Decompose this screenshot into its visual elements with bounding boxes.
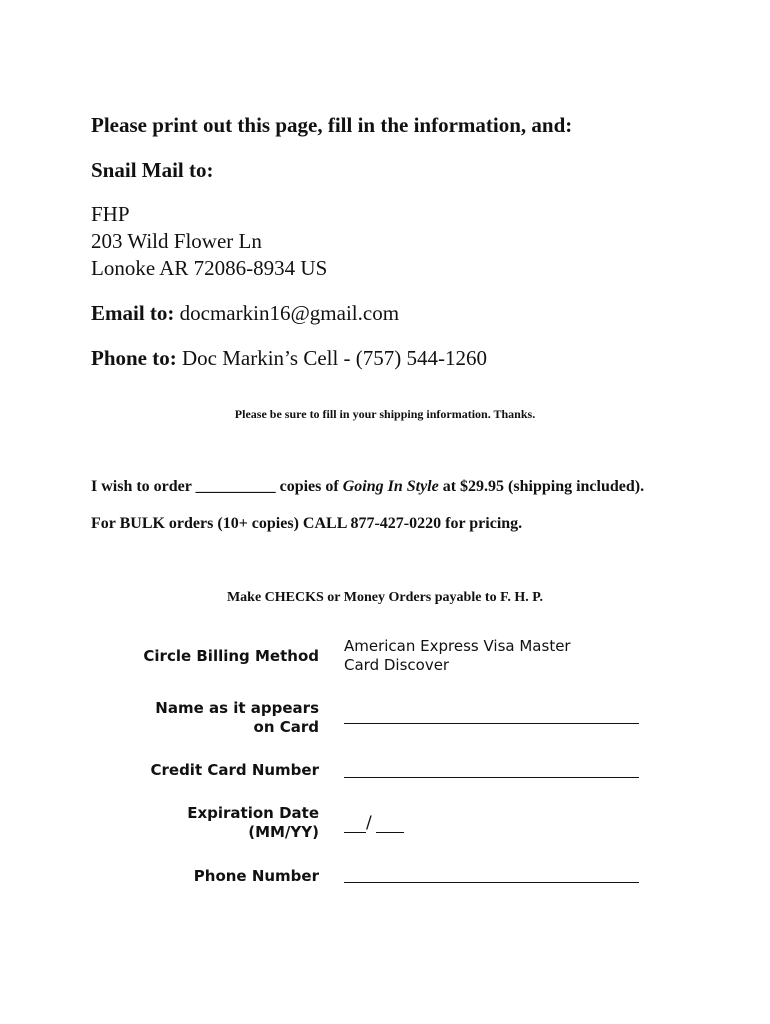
order-line bbox=[91, 478, 644, 496]
mailing-address bbox=[91, 201, 327, 282]
bulk-order-line: For BULK orders (10+ copies) CALL 877-427-0220 for pricing. bbox=[91, 515, 523, 532]
phone-label: Phone to: bbox=[91, 346, 177, 370]
phone-number-label: Phone Number bbox=[193, 867, 319, 885]
order-suffix: at $29.95 (shipping included). bbox=[442, 478, 645, 495]
billing-options-line-2: Card Discover bbox=[344, 656, 450, 674]
payable-note: Make CHECKS or Money Orders payable to F. H. P. bbox=[226, 590, 544, 605]
book-title: Going In Style bbox=[342, 478, 439, 495]
phone-line bbox=[91, 346, 487, 371]
order-prefix: I wish to order __________ copies of bbox=[91, 478, 339, 495]
expiration-date-label bbox=[129, 804, 319, 842]
expiration-label-line-1: Expiration Date bbox=[187, 804, 319, 822]
expiration-year-field[interactable] bbox=[376, 832, 404, 833]
billing-method-label: Circle Billing Method bbox=[143, 647, 319, 665]
email-address: docmarkin16@gmail.com bbox=[179, 301, 400, 325]
address-line-1: FHP bbox=[91, 202, 130, 226]
name-on-card-field[interactable] bbox=[344, 723, 639, 724]
phone-value: Doc Markin’s Cell - (757) 544-1260 bbox=[182, 346, 488, 370]
billing-options-line-1: American Express Visa Master bbox=[344, 637, 571, 655]
email-line bbox=[91, 301, 399, 326]
card-number-label: Credit Card Number bbox=[150, 761, 319, 779]
billing-options bbox=[344, 637, 571, 675]
address-line-3: Lonoke AR 72086-8934 US bbox=[91, 256, 328, 280]
card-number-field[interactable] bbox=[344, 777, 639, 778]
address-line-2: 203 Wild Flower Ln bbox=[91, 229, 262, 253]
expiration-label-line-2: (MM/YY) bbox=[248, 823, 319, 841]
shipping-note: Please be sure to fill in your shipping information. Thanks. bbox=[234, 407, 536, 421]
email-label: Email to: bbox=[91, 301, 175, 325]
phone-number-field[interactable] bbox=[344, 882, 639, 883]
expiration-month-field[interactable] bbox=[344, 832, 366, 833]
name-label-line-1: Name as it appears bbox=[155, 699, 319, 717]
print-instruction: Please print out this page, fill in the information, and: bbox=[91, 113, 573, 137]
snail-mail-label: Snail Mail to: bbox=[91, 158, 214, 182]
expiration-separator: / bbox=[366, 813, 372, 833]
name-on-card-label bbox=[129, 699, 319, 737]
name-label-line-2: on Card bbox=[253, 718, 319, 736]
